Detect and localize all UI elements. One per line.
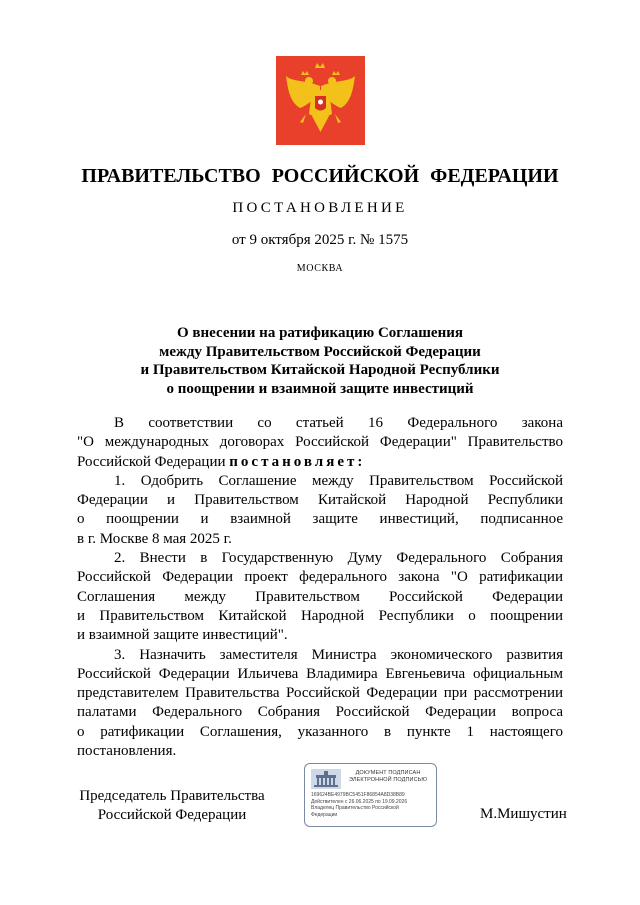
item-2-line: Российской Федерации проект федерального закона "О ратификации [77,569,563,586]
signer-position [77,787,267,825]
item-3-line: 3. Назначить заместителя Министра экономического развития [114,646,563,663]
body-line: "О международных договорах Российской Федерации" Правительство [77,434,563,451]
double-headed-eagle-icon [276,56,365,145]
item-1-line: в г. Москве 8 мая 2025 г. [77,530,232,547]
signer-position-line: Российской Федерации [97,807,247,823]
item-3-line: постановления. [77,743,177,760]
signer-position-line: Председатель Правительства [79,788,265,804]
document-subject [120,324,520,398]
subject-line: о поощрении и взаимной защите инвестиций [166,380,474,397]
stamp-title-line: ЭЛЕКТРОННОЙ ПОДПИСЬЮ [348,777,428,783]
subject-line: между Правительством Российской Федерации [159,343,481,360]
item-3-line: Российской Федерации Ильичева Владимира Евгеньевича официальным [77,665,563,682]
organization-title: ПРАВИТЕЛЬСТВО РОССИЙСКОЙ ФЕДЕРАЦИИ [81,165,559,187]
item-2-line: Соглашения между Правительством Российской Федерации [77,588,563,605]
electronic-signature-stamp [304,763,437,827]
certificate-owner: Владелец Правительство Российской [311,805,399,811]
body-line [77,453,563,472]
item-3-line: о ратификации Соглашения, указанного в пункте 1 настоящего [77,723,563,740]
body-text: Российской Федерации [77,453,226,470]
resolves-word: постановляет: [229,453,366,470]
date-and-number: от 9 октября 2025 г. № 1575 [231,232,409,248]
document-body [77,414,563,761]
signer-name: М.Мишустин [480,806,567,822]
city-label: МОСКВА [296,263,344,274]
subject-line: и Правительством Китайской Народной Республики [140,362,500,378]
item-3-line: палатами Федерального Собрания Российской Федерации вопроса [77,704,563,721]
body-line: В соответствии со статьей 16 Федерального закона [114,415,563,431]
item-1-line: о поощрении и взаимной защите инвестиций, подписанное [77,511,563,528]
stamp-info [311,792,435,818]
certificate-validity: Действителен с 26.06.2025 по 19.09.2026 [311,798,408,805]
government-building-icon [311,769,341,789]
coat-of-arms-emblem [276,56,365,145]
stamp-title [342,770,434,784]
certificate-owner: Федерации [311,811,338,818]
item-2-line: 2. Внести в Государственную Думу Федерального Собрания [114,550,563,567]
document-type: ПОСТАНОВЛЕНИЕ [232,200,408,216]
item-2-line: и Правительством Китайской Народной Республики о поощрении [77,607,563,624]
stamp-title-line: ДОКУМЕНТ ПОДПИСАН [355,770,421,776]
certificate-serial: 169624BE4979BC5451F86854A8D38B89 [311,792,405,798]
subject-line: О внесении на ратификацию Соглашения [177,325,463,341]
item-1-line: 1. Одобрить Соглашение между Правительством Российской [114,472,563,489]
item-3-line: представителем Правительства Российской Федерации при рассмотрении [77,685,563,702]
item-1-line: Федерации и Правительством Китайской Народной Республики [77,492,563,509]
item-2-line: и взаимной защите инвестиций". [77,627,288,644]
